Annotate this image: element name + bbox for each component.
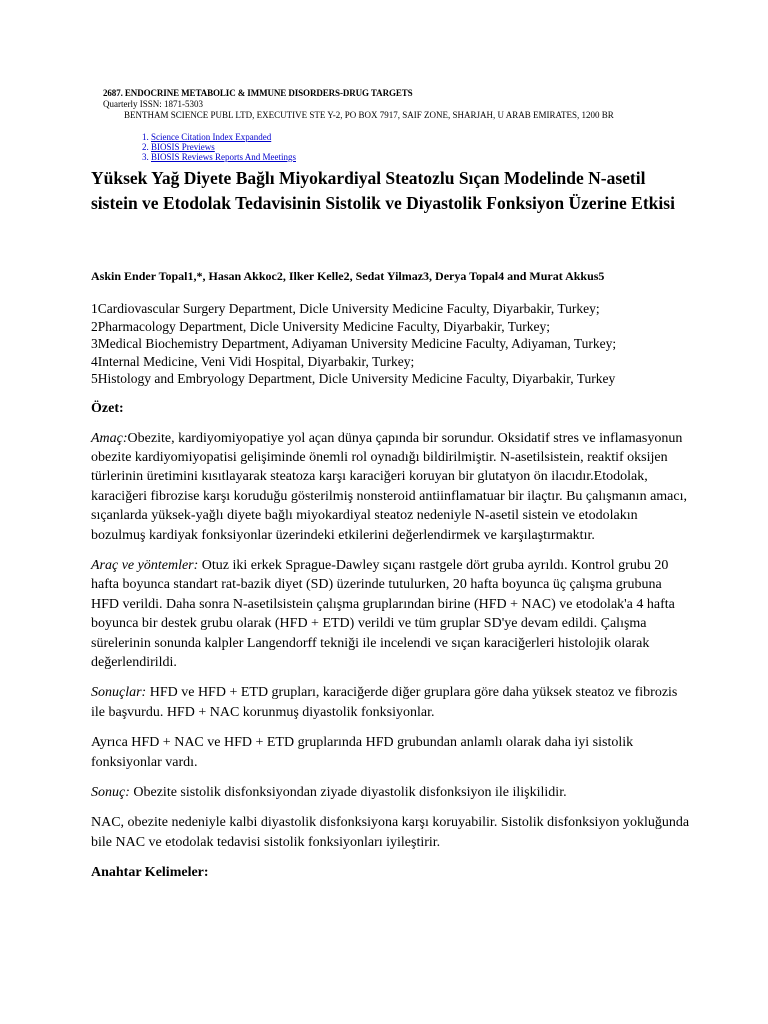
affiliation-item: 3Medical Biochemistry Department, Adiyaman University Medicine Faculty, Adiyaman, Turkey; [91, 336, 617, 351]
journal-info [103, 88, 614, 162]
paragraph-text: Obezite, kardiyomiyopatiye yol açan dünya çapında bir sorundur. Oksidatif stres ve inflamasyonun obezite kardiyomiyopatisi gelişiminde önemli rol oynadığı bildirilmiştir. N-asetilsistein, reaktif oksijen türlerinin üretimini kısıtlayarak steatoza karşı karaciğeri koruyan bir glutatyon ön ilacıdır.Etodolak, karaciğeri fibrozise karşı koruduğu gösterilmiş nonsteroid antiinflamatuar bir ilaçtır. Bu çalışmanın amacı, sıçanlarda yüksek-yağlı diyete bağlı miyokardiyal steatoz nedeniyle N-asetil sistein ve etodolakın bozulmuş kardiyak fonksiyonlar üzerindeki etkilerini değerlendirmek ve karşılaştırmaktır. [91, 430, 687, 543]
affiliation-item: 1Cardiovascular Surgery Department, Dicle University Medicine Faculty, Diyarbakir, Turkey; [91, 301, 600, 316]
paragraph-text: HFD ve HFD + ETD grupları, karaciğerde diğer gruplara göre daha yüksek steatoz ve fibrozis ile başvurdu. HFD + NAC korunmuş diyastolik fonksiyonlar. [91, 685, 678, 720]
paragraph-text: NAC, obezite nedeniyle kalbi diyastolik disfonksiyona karşı koruyabilir. Sistolik disfonksiyon yokluğunda bile NAC ve etodolak tedavisi sistolik fonksiyonları iyileştirir. [91, 815, 690, 850]
index-link-sci-expanded[interactable]: Science Citation Index Expanded [151, 132, 272, 142]
index-link-biosis-reviews[interactable]: BIOSIS Reviews Reports And Meetings [151, 152, 296, 162]
abstract-paragraph-results-cont [91, 733, 691, 772]
journal-publisher: BENTHAM SCIENCE PUBL LTD, EXECUTIVE STE Y-2, PO BOX 7917, SAIF ZONE, SHARJAH, U ARAB EMIRATES, 1200 BR [124, 110, 614, 120]
paragraph-lead: Sonuç: [91, 785, 130, 800]
abstract-paragraph-aim [91, 429, 691, 545]
journal-issn: Quarterly ISSN: 1871-5303 [103, 99, 203, 109]
affiliation-item: 4Internal Medicine, Veni Vidi Hospital, Diyarbakir, Turkey; [91, 353, 415, 369]
keywords-heading: Anahtar Kelimeler: [91, 865, 209, 881]
abstract-paragraph-methods [91, 556, 691, 672]
paragraph-text: Otuz iki erkek Sprague-Dawley sıçanı rastgele dört gruba ayrıldı. Kontrol grubu 20 hafta boyunca standart rat-bazik diyet (SD) üzerinde tutulurken, 20 hafta boyunca üç çalışma grubuna HFD verildi. Daha sonra N-asetilsistein çalışma gruplarından birine (HFD + NAC) ve etodolak'a 4 hafta boyunca bir destek grubu olarak (HFD + ETD) verildi ve tüm gruplar SD'ye devam edildi. Çalışma sürelerinin sonunda kalpler Langendorff tekniği ile incelendi ve sıçan karaciğerleri histolojik olarak değerlendirildi. [91, 557, 675, 670]
abstract-paragraph-conclusion [91, 783, 691, 802]
abstract-heading: Özet: [91, 400, 124, 416]
affiliation-list [91, 300, 691, 388]
article [91, 166, 691, 882]
affiliation-item: 5Histology and Embryology Department, Dicle University Medicine Faculty, Diyarbakir, Turkey [91, 371, 616, 386]
index-link-biosis-previews[interactable]: BIOSIS Previews [151, 142, 215, 152]
index-item [151, 152, 614, 162]
affiliation-item: 2Pharmacology Department, Dicle University Medicine Faculty, Diyarbakir, Turkey; [91, 318, 550, 334]
author-list: Askin Ender Topal1,*, Hasan Akkoc2, Ilker Kelle2, Sedat Yilmaz3, Derya Topal4 and Murat Akkus5 [91, 269, 605, 283]
index-item [151, 132, 614, 142]
paragraph-lead: Sonuçlar: [91, 685, 147, 701]
index-list [103, 132, 614, 162]
journal-title: 2687. ENDOCRINE METABOLIC & IMMUNE DISORDERS-DRUG TARGETS [103, 88, 413, 98]
article-title: Yüksek Yağ Diyete Bağlı Miyokardiyal Steatozlu Sıçan Modelinde N-asetil sistein ve Etodolak Tedavisinin Sistolik ve Diyastolik Fonksiyon Üzerine Etkisi [91, 168, 675, 213]
paragraph-lead: Araç ve yöntemler: [91, 557, 199, 573]
paragraph-text: Obezite sistolik disfonksiyondan ziyade diyastolik disfonksiyon ile ilişkilidir. [129, 785, 567, 800]
paragraph-text: Ayrıca HFD + NAC ve HFD + ETD gruplarında HFD grubundan anlamlı olarak daha iyi sistolik fonksiyonlar vardı. [91, 735, 634, 770]
abstract-paragraph-conclusion-cont [91, 813, 691, 852]
abstract-paragraph-results [91, 683, 691, 722]
paragraph-lead: Amaç: [91, 430, 128, 446]
index-item [151, 142, 614, 152]
